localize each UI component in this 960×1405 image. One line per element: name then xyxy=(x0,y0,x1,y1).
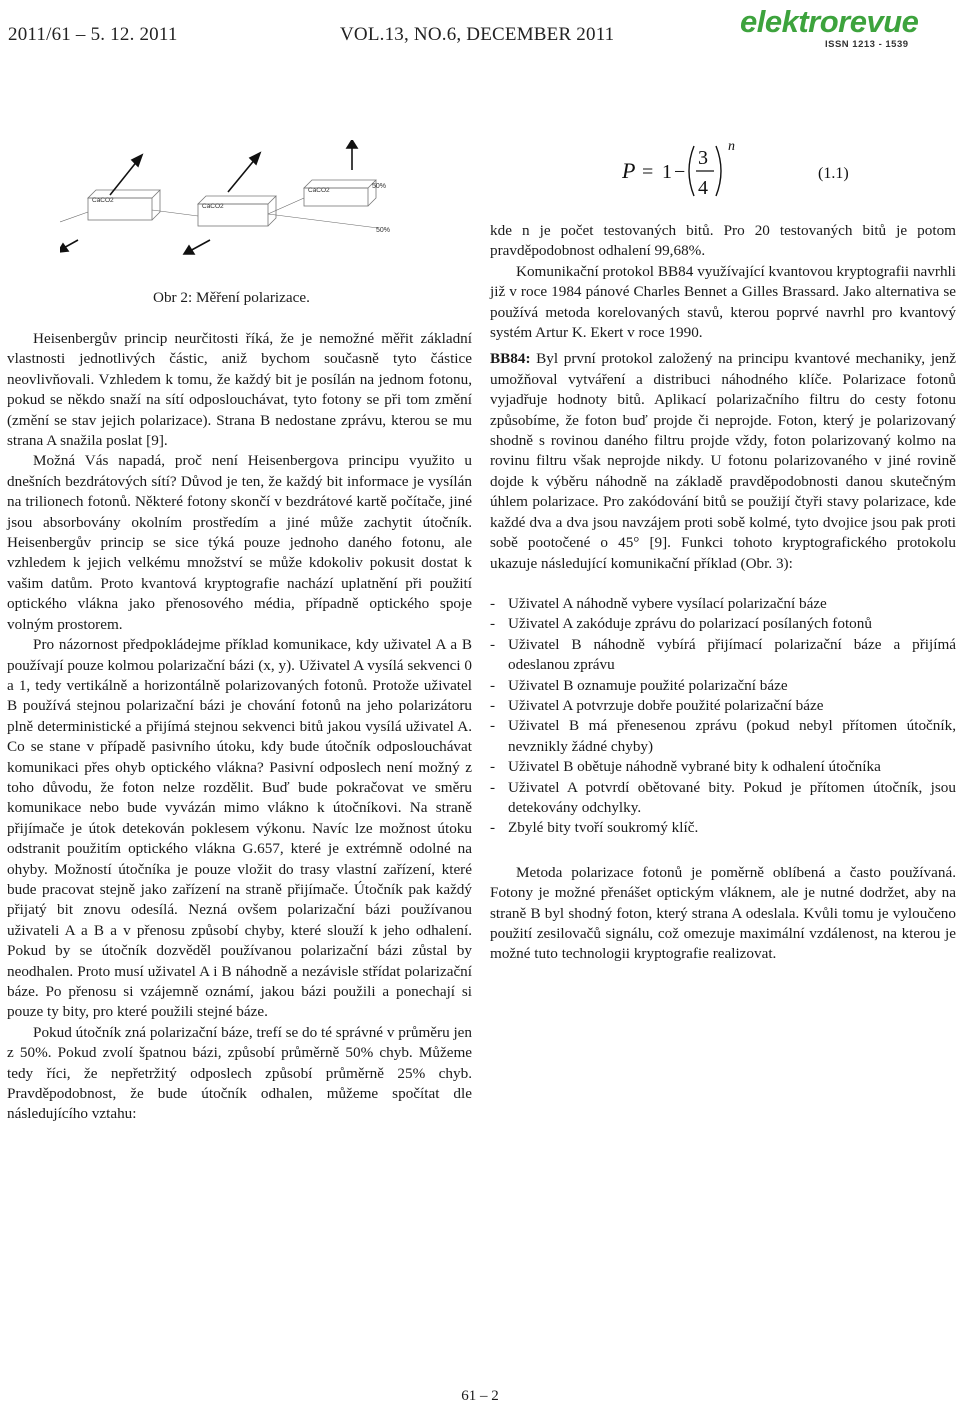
equation-1-1 xyxy=(622,140,952,206)
eq-numerator: 3 xyxy=(698,147,708,169)
paragraph: Pokud útočník zná polarizační báze, trefí se do té správné v průměru jen z 50%. Pokud zvolí špatnou bázi, způsobí průměrně 50% chyb. Můžeme tedy říci, že nepřetržitý odposlech způsobí průměrně 25% chyb. Pravděpodobnost, že bude útočník odhalen, můžeme spočítat dle následujícího vztahu: xyxy=(7,1023,473,1123)
list-item: - Uživatel A potvrdí obětované bity. Pokud je přítomen útočník, jsou detekovány odchylky. xyxy=(490,778,956,816)
protocol-steps-list xyxy=(490,594,956,839)
issue-date: 2011/61 – 5. 12. 2011 xyxy=(8,24,178,45)
list-item: - Uživatel A náhodně vybere vysílací polarizační báze xyxy=(490,594,827,612)
paragraph: Metoda polarizace fotonů je poměrně oblíbená a často používaná. Fotony je možné přenášet optickým vláknem, ale je nutné dodržet, aby na straně B byl shodný foton, který strana A odeslala. Kvůli tomu je vyloučeno použití zesilovačů signálu, což omezuje maximální vzdálenost, na kterou je možné tuto technologii kryptografie realizovat. xyxy=(490,863,956,963)
paragraph: Heisenbergův princip neurčitosti říká, že je nemožné měřit základní vlastnosti jednotlivých částic, aniž bychom současně tyto částice neovlivňovali. Vzhledem k tomu, že každý bit je posílán na jednom fotonu, pokud se někdo snaží na sítí odposlouchávat, tyto fotony se při tom změní (změní se stav jejich polarizace). Strana B nedostane zprávu, kterou se mu strana A snažila poslat [9]. xyxy=(7,330,472,450)
page-header xyxy=(0,0,960,64)
eq-denominator: 4 xyxy=(698,177,708,199)
polarization-figure xyxy=(60,140,420,300)
journal-logo xyxy=(740,4,952,56)
paragraph: Možná Vás napadá, proč není Heisenbergova principu využito u dnešních bezdrátových sítí? Důvod je ten, že každý bit informace je vysílán na trilionech fotonů. Některé fotony skončí v bezdrátové kartě počítače, jiné jsou absorbovány okolním prostředím a jiné může zachytit útočník. Heisenbergův princip se sice týká pouze jednoho daného fotonu, ale vzhledem k jejich velkému množství se může kdokoliv pokusit dostat k vašim datům. Proto kvantová kryptografie nachází uplatnění při použití optického vlákna jako přenosového média, případně optického spoje volným prostorem. xyxy=(7,452,472,633)
box-label-3: CaCO2 xyxy=(308,187,330,194)
polarization-diagram xyxy=(60,140,420,280)
svg-text:=: = xyxy=(642,161,654,183)
list-item: - Uživatel B má přenesenou zprávu (pokud nebyl přítomen útočník, nevznikly žádné chyby) xyxy=(490,717,956,755)
figure-caption: Obr 2: Měření polarizace. xyxy=(153,289,310,306)
percent-label-bottom: 50% xyxy=(376,227,391,234)
bb84-term: BB84: xyxy=(490,350,531,368)
page-number: 61 – 2 xyxy=(461,1388,499,1404)
right-column xyxy=(490,221,956,965)
volume-info: VOL.13, NO.6, DECEMBER 2011 xyxy=(340,24,615,45)
equation-svg xyxy=(622,140,952,206)
eq-minus: − xyxy=(674,161,686,183)
list-item: - Uživatel B náhodně vybírá přijímací polarizační báze a přijímá odeslanou zprávu xyxy=(490,635,956,674)
percent-label-top: 50% xyxy=(372,183,387,190)
eq-number: (1.1) xyxy=(818,165,849,182)
paragraph: Pro názornost předpokládejme příklad komunikace, kdy uživatel A a B používají pouze kolmou polarizační bázi (x, y). Uživatel A vysílá sekvenci 0 a 1, tedy vertikálně a horizontálně polarizovaných fotonů. Protože uživatel B používá stejnou polarizační bázi je chování fotonů na jeho polarizátoru plně deterministické a přijímá stejnou sekvenci bitů jakou vysílá uživatel A. Co se stane v případě pasivního útoku, kdy bude útočník odposlouchávat komunikaci přes ohyb optického vlákna? Pasivní odposlech není možný z toho důvodu, že foton nelze rozdělit. Buď bude pokračovat ve směru komunikace nebo bude vyvázán mimo vlákno k útočníkovi. Na straně přijímače je útok detekován poklesem výkonu. Navíc lze možnost útoku odstranit použitím optického vlákna G.657, které je extrémně odolné na ohyby. Možností útočníka je pouze vložit do trasy vlastní zařízení, které bude pracovat stejně jako zařízení na straně přijímače. Útočník pak každý přijatý bit znovu odesílá. Nezná ovšem polarizační bázi používanou uživateli A a B a v přenosu způsobí chyby, které slouží k jeho odhalení. Pokud by se útočník dozvěděl používanou polarizační bázi zůstal by neodhalen. Proto musí uživatel A i B náhodně a nezávisle střídat polarizační báze. Po přenosu si vzájemně oznámí, jakou bázi použili a ponechají si pouze ty bity, pro které použili stejné báze. xyxy=(7,636,472,1021)
logo-text: elektrorevue xyxy=(740,4,919,39)
box-label-2: CaCO2 xyxy=(202,203,224,210)
list-item: - Uživatel B oznamuje použité polarizační báze xyxy=(490,676,788,694)
bb84-paragraph xyxy=(490,349,956,573)
list-item: - Uživatel B obětuje náhodně vybrané bity k odhalení útočníka xyxy=(490,758,881,776)
paragraph: Komunikační protokol BB84 využívající kvantovou kryptografii navrhli již v roce 1984 pánové Charles Bennet a Gilles Brassard. Jako alternativa se používá metoda korelovaných stavů, kterou poprvé navrhl pro kvantový systém Artur K. Ekert v roce 1990. xyxy=(490,262,956,342)
list-item: - Zbylé bity tvoří soukromý klíč. xyxy=(490,819,699,837)
list-item: - Uživatel A potvrzuje dobře použité polarizační báze xyxy=(490,696,824,714)
left-column xyxy=(7,329,472,1125)
eq-one: 1 xyxy=(662,161,672,183)
issn-label: ISSN 1213 - 1539 xyxy=(825,39,909,50)
list-item: - Uživatel A zakóduje zprávu do polarizací posílaných fotonů xyxy=(490,615,872,633)
bb84-text: Byl první protokol založený na principu kvantové mechaniky, jenž umožňoval vytváření a distribuci náhodného klíče. Polarizace fotonů vyjadřuje hodnoty bitů. Aplikací polarizačního filtru do cesty fotonu způsobíme, že foton buď projde či neprojde. Foton, který je polarizovaný shodně s rovinou daného filtru projde vždy, foton polarizovaný kolmo na rovinu filtru však neprojde nikdy. U fotonu polarizovaného v jiné rovině dojde k výběru náhodně na základě pravděpodobnosti danou skutečným úhlem polarizace. Pro zakódování bitů se použijí čtyři stavy polarizace, kde každé dva a dva jsou navzájem proti sobě kolmé, tyto dvojice jsou pak proti sobě pootočené o 45° [9]. Funkci tohoto kryptografického protokolu ukazuje následující komunikační příklad (Obr. 3): xyxy=(490,350,956,572)
eq-exponent: n xyxy=(728,140,735,154)
paragraph: kde n je počet testovaných bitů. Pro 20 testovaných bitů je potom pravděpodobnost odhalení 99,68%. xyxy=(490,222,956,260)
eq-lhs: P xyxy=(622,158,636,183)
box-label-1: CaCO2 xyxy=(92,197,114,204)
